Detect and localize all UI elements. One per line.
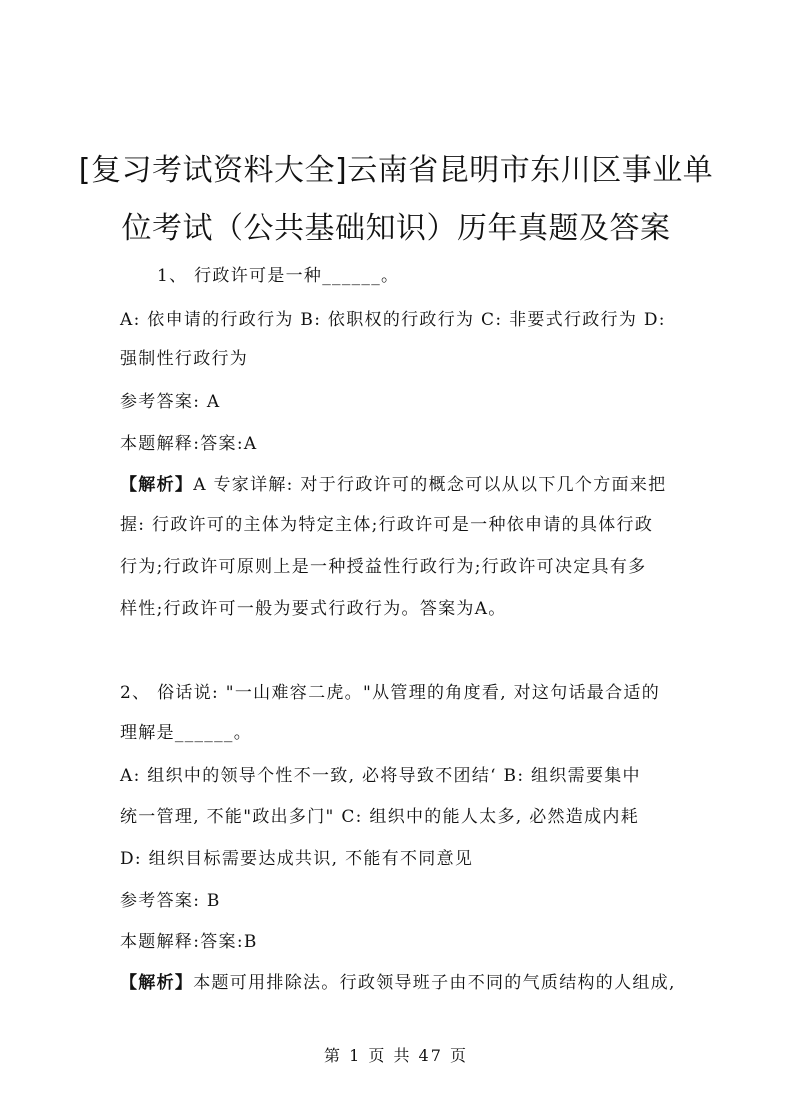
page-number: 第 1 页 共 47 页	[324, 1046, 468, 1065]
question-options: A: 依申请的行政行为 B: 依职权的行政行为 C: 非要式行政行为 D:	[120, 310, 666, 330]
explanation-header: 本题解释:答案:B	[120, 932, 258, 952]
analysis-text: A 专家详解: 对于行政许可的概念可以从以下几个方面来把	[193, 475, 667, 495]
question-options: 强制性行政行为	[120, 349, 249, 369]
analysis-line	[120, 972, 676, 994]
analysis-line: 样性;行政许可一般为要式行政行为。答案为A。	[120, 599, 507, 619]
question-options: D: 组织目标需要达成共识, 不能有不同意见	[120, 849, 474, 869]
analysis-tag: 【解析】	[120, 475, 194, 495]
analysis-tag: 【解析】	[120, 973, 194, 993]
question-stem: 1、 行政许可是一种______。	[157, 266, 400, 286]
question-stem: 2、 俗话说: "一山难容二虎。"从管理的角度看, 对这句话最合适的	[120, 683, 660, 703]
analysis-line	[120, 474, 666, 496]
explanation-header: 本题解释:答案:A	[120, 434, 258, 454]
question-options: A: 组织中的领导个性不一致, 必将导致不团结‘ B: 组织需要集中	[120, 766, 641, 786]
question-options: 统一管理, 不能"政出多门" C: 组织中的能人太多, 必然造成内耗	[120, 807, 639, 827]
reference-answer: 参考答案: A	[120, 392, 221, 412]
analysis-text: 本题可用排除法。行政领导班子由不同的气质结构的人组成,	[193, 973, 676, 993]
question-stem: 理解是______。	[120, 723, 252, 743]
reference-answer: 参考答案: B	[120, 891, 221, 911]
analysis-line: 握: 行政许可的主体为特定主体;行政许可是一种依申请的具体行政	[120, 515, 654, 535]
title-line-2: 位考试（公共基础知识）历年真题及答案	[121, 211, 671, 246]
title-line-1: [复习考试资料大全]云南省昆明市东川区事业单	[78, 153, 714, 188]
analysis-line: 行为;行政许可原则上是一种授益性行政行为;行政许可决定具有多	[120, 557, 647, 577]
